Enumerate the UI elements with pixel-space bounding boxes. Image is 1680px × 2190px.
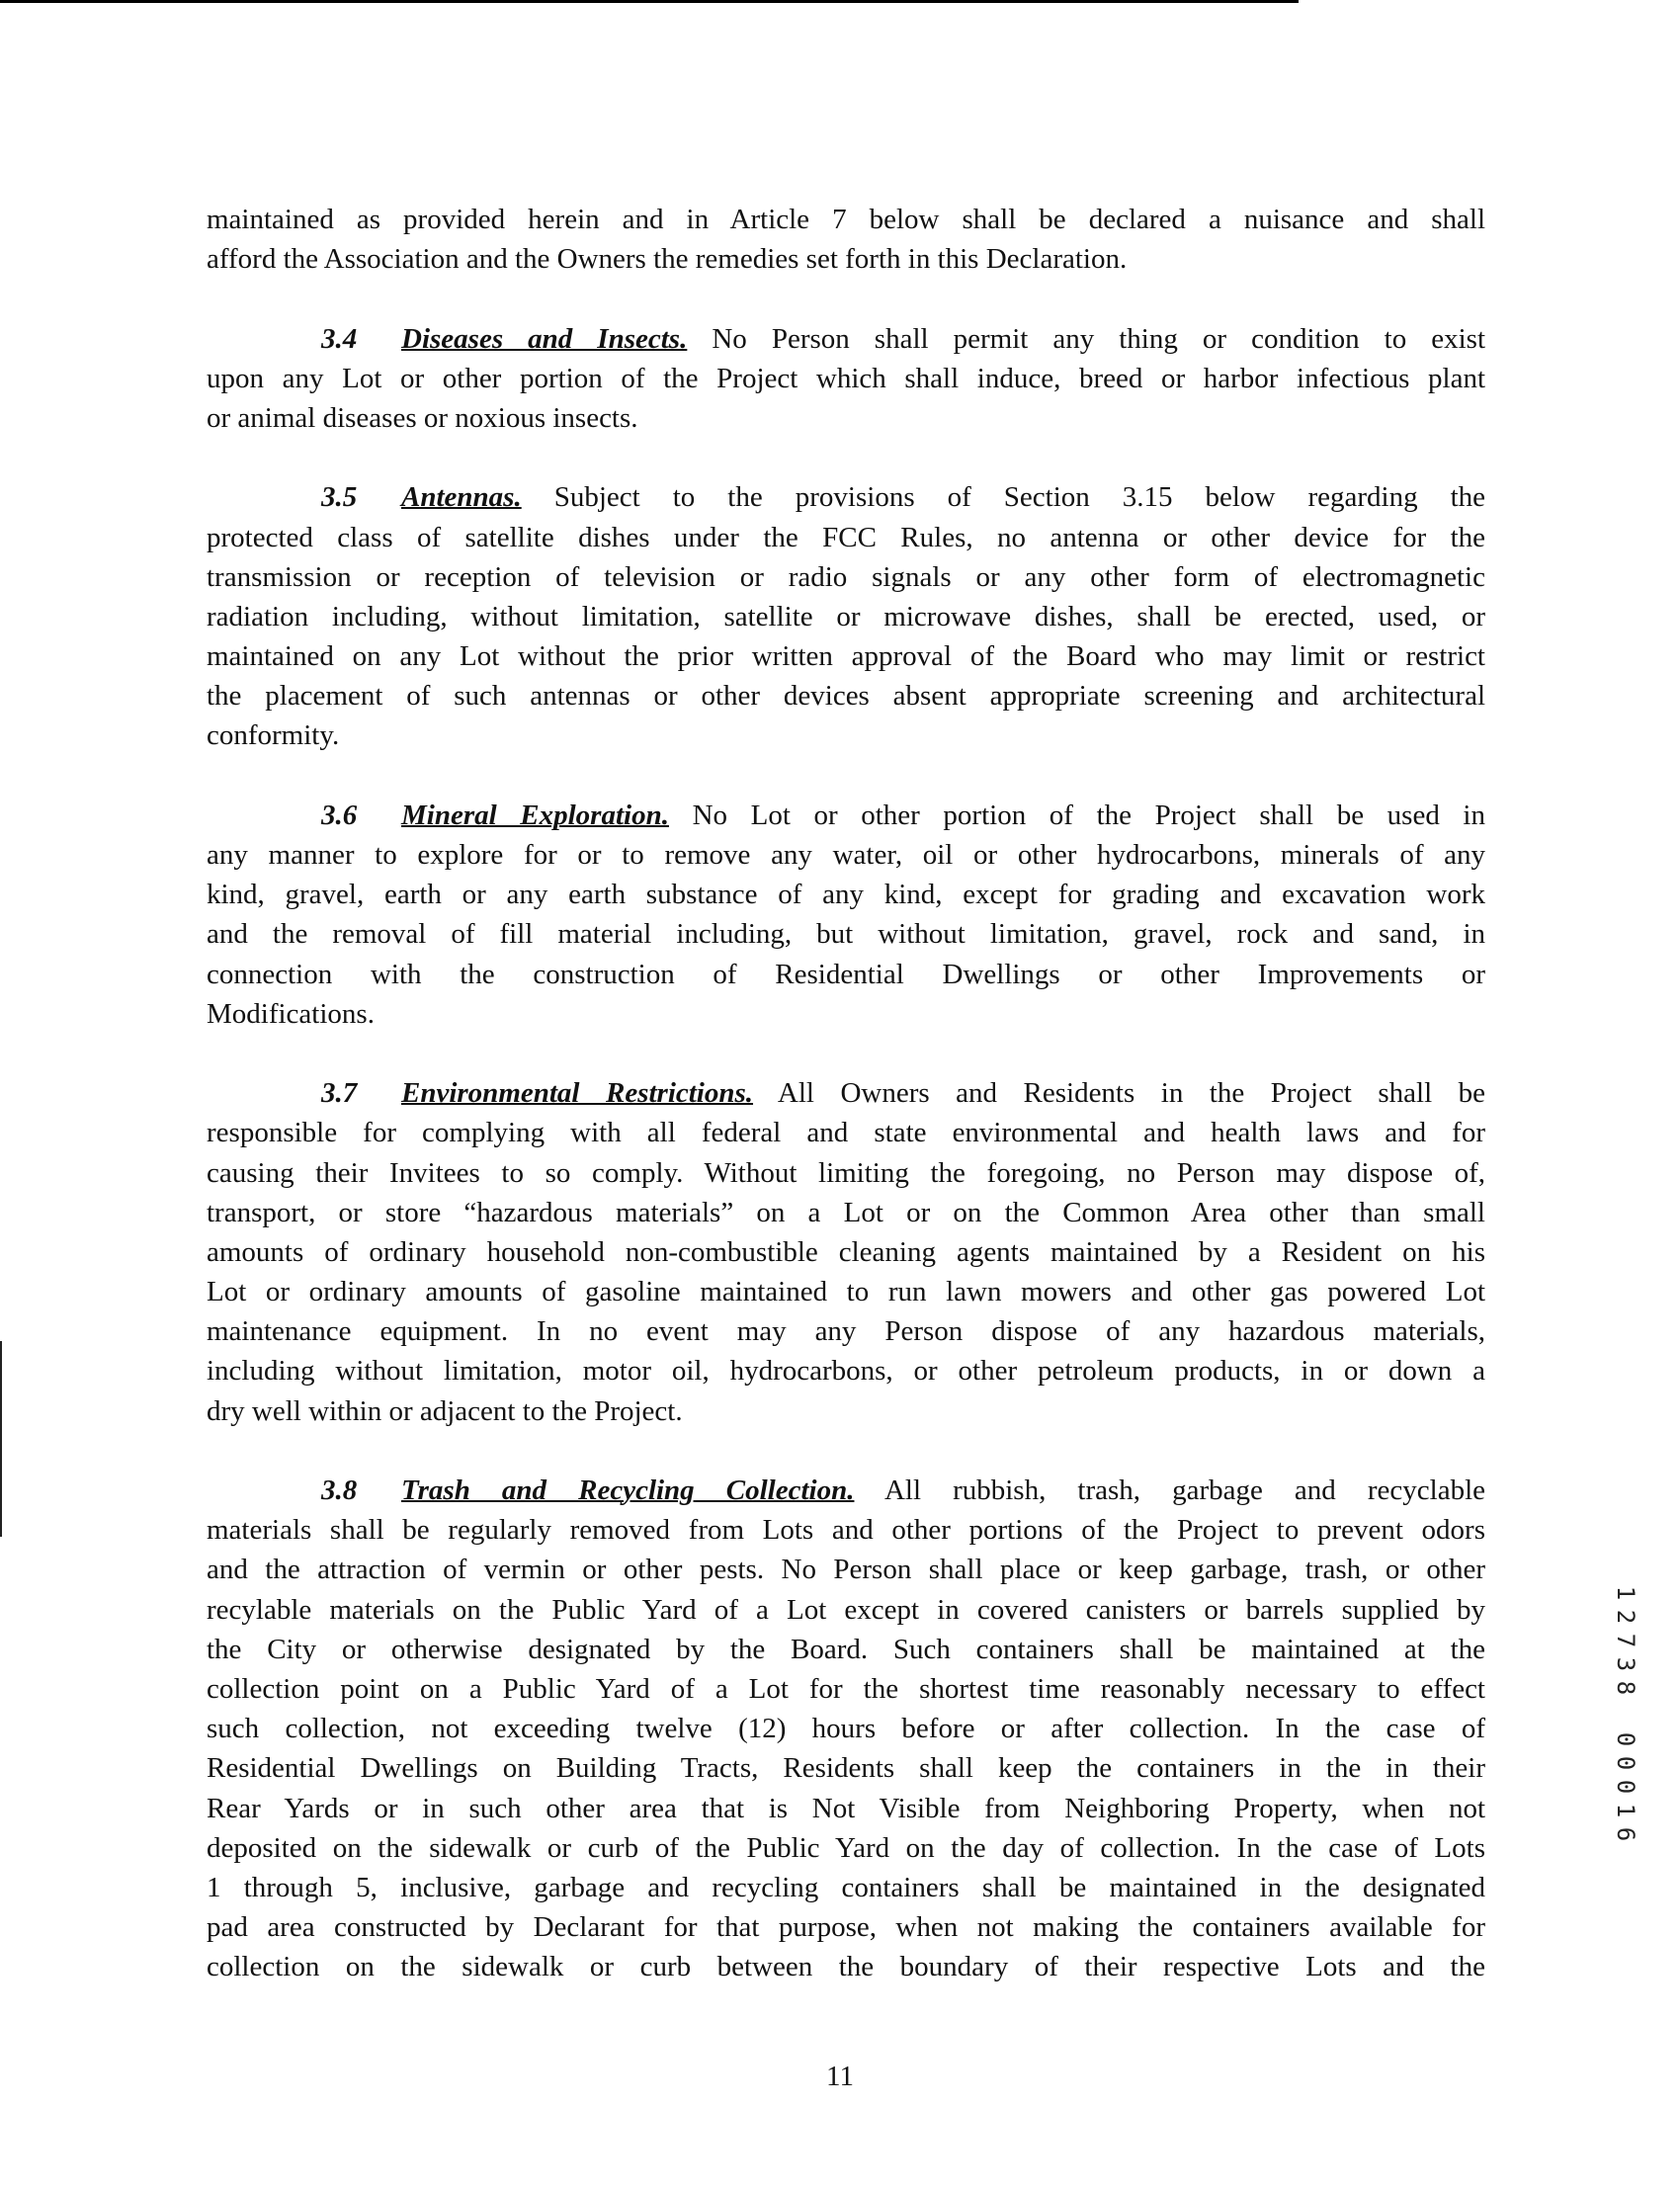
document-stamp-number bbox=[1611, 1581, 1640, 1846]
text-line: protected class of satellite dishes under the FCC Rules, no antenna or other device for the bbox=[207, 521, 1485, 553]
stamp-digit: 0 bbox=[1612, 1731, 1639, 1747]
text-line: Modifications. bbox=[207, 997, 375, 1030]
section-title: Antennas. bbox=[401, 481, 522, 514]
section-title: Environmental Restrictions. bbox=[401, 1077, 754, 1110]
text-line: amounts of ordinary household non-combustible cleaning agents maintained by a Resident on his bbox=[207, 1235, 1485, 1268]
text-line: kind, gravel, earth or any earth substance of any kind, except for grading and excavation work bbox=[207, 879, 1485, 911]
text-line: the placement of such antennas or other devices absent appropriate screening and architectural bbox=[207, 680, 1485, 713]
text-line: such collection, not exceeding twelve (12) hours before or after collection. In the case of bbox=[207, 1713, 1485, 1745]
text-line: radiation including, without limitation, satellite or microwave dishes, shall be erected, used, or bbox=[207, 600, 1485, 632]
text-line: maintained on any Lot without the prior written approval of the Board who may limit or restrict bbox=[207, 640, 1485, 673]
text-line: responsible for complying with all federal and state environmental and health laws and for bbox=[207, 1117, 1485, 1149]
text-line: maintained as provided herein and in Article 7 below shall be declared a nuisance and shall bbox=[207, 204, 1485, 235]
stamp-digit: 0 bbox=[1612, 1779, 1639, 1795]
text-line: dry well within or adjacent to the Project. bbox=[207, 1394, 683, 1427]
text-line: transmission or reception of television or radio signals or any other form of electromagnetic bbox=[207, 560, 1485, 593]
text-line: causing their Invitees to so comply. Without limiting the foregoing, no Person may dispose of, bbox=[207, 1156, 1485, 1189]
stamp-digit: 7 bbox=[1612, 1633, 1639, 1648]
section-3-7 bbox=[207, 1073, 1485, 1431]
text-line bbox=[207, 1073, 1485, 1113]
stamp-digit: 1 bbox=[1612, 1803, 1639, 1818]
stamp-digit: 8 bbox=[1612, 1680, 1639, 1696]
section-text: Subject to the provisions of Section 3.15 below regarding the bbox=[553, 481, 1486, 514]
text-line bbox=[207, 1471, 1485, 1510]
text-line: maintenance equipment. In no event may any Person dispose of any hazardous materials, bbox=[207, 1315, 1485, 1348]
section-text: All Owners and Residents in the Project shall be bbox=[777, 1077, 1485, 1110]
section-number: 3.4 bbox=[321, 322, 358, 355]
text-line: connection with the construction of Residential Dwellings or other Improvements or bbox=[207, 958, 1485, 990]
section-number: 3.5 bbox=[321, 481, 358, 514]
text-line: and the removal of fill material including, but without limitation, gravel, rock and sand, in bbox=[207, 918, 1485, 951]
text-line: or animal diseases or noxious insects. bbox=[207, 401, 638, 434]
stamp-digit: 0 bbox=[1612, 1755, 1639, 1771]
text-line: materials shall be regularly removed from Lots and other portions of the Project to prevent odors bbox=[207, 1514, 1485, 1547]
stamp-digit: 1 bbox=[1612, 1585, 1639, 1601]
text-line: Lot or ordinary amounts of gasoline maintained to run lawn mowers and other gas powered Lot bbox=[207, 1276, 1485, 1308]
text-line: transport, or store “hazardous materials” on a Lot or on the Common Area other than small bbox=[207, 1196, 1485, 1228]
left-scan-mark bbox=[0, 1341, 2, 1537]
section-title: Trash and Recycling Collection. bbox=[401, 1474, 855, 1506]
text-line: including without limitation, motor oil, hydrocarbons, or other petroleum products, in or down a bbox=[207, 1355, 1485, 1388]
text-line: collection point on a Public Yard of a Lot for the shortest time reasonably necessary to effect bbox=[207, 1672, 1485, 1705]
text-line: and the attraction of vermin or other pests. No Person shall place or keep garbage, trash, or other bbox=[207, 1554, 1485, 1586]
page-number: 11 bbox=[826, 2061, 854, 2092]
text-line: pad area constructed by Declarant for that purpose, when not making the containers available for bbox=[207, 1911, 1485, 1944]
stamp-digit: 3 bbox=[1612, 1656, 1639, 1672]
section-text: All rubbish, trash, garbage and recyclable bbox=[883, 1474, 1486, 1506]
stamp-digit: 2 bbox=[1612, 1609, 1639, 1625]
section-3-4 bbox=[207, 319, 1485, 439]
section-text: No Person shall permit any thing or condition to exist bbox=[712, 322, 1486, 355]
text-line: collection on the sidewalk or curb between the boundary of their respective Lots and the bbox=[207, 1951, 1485, 1983]
section-3-6 bbox=[207, 796, 1485, 1034]
text-line: afford the Association and the Owners the remedies set forth in this Declaration. bbox=[207, 243, 1128, 276]
text-line: 1 through 5, inclusive, garbage and recycling containers shall be maintained in the designated bbox=[207, 1871, 1485, 1903]
text-line bbox=[207, 319, 1485, 359]
section-3-5 bbox=[207, 477, 1485, 755]
stamp-digit: 6 bbox=[1612, 1826, 1639, 1842]
text-line bbox=[207, 477, 1485, 517]
section-text: No Lot or other portion of the Project shall be used in bbox=[692, 799, 1485, 831]
section-number: 3.6 bbox=[321, 799, 358, 831]
text-line: any manner to explore for or to remove any water, oil or other hydrocarbons, minerals of any bbox=[207, 839, 1485, 871]
text-line: conformity. bbox=[207, 719, 340, 752]
text-line: upon any Lot or other portion of the Project which shall induce, breed or harbor infectious plant bbox=[207, 362, 1485, 394]
section-number: 3.8 bbox=[321, 1474, 358, 1506]
text-line: recylable materials on the Public Yard of a Lot except in covered canisters or barrels supplied by bbox=[207, 1593, 1485, 1626]
document-body bbox=[207, 200, 1485, 2027]
section-title: Mineral Exploration. bbox=[401, 799, 669, 831]
top-scan-border bbox=[0, 0, 1299, 3]
text-line: Residential Dwellings on Building Tracts, Residents shall keep the containers in the in their bbox=[207, 1752, 1485, 1785]
section-number: 3.7 bbox=[321, 1077, 358, 1110]
section-title: Diseases and Insects. bbox=[401, 322, 688, 355]
text-line bbox=[207, 796, 1485, 835]
text-line: the City or otherwise designated by the Board. Such containers shall be maintained at the bbox=[207, 1633, 1485, 1665]
paragraph-continued bbox=[207, 200, 1485, 279]
text-line: deposited on the sidewalk or curb of the Public Yard on the day of collection. In the case of Lots bbox=[207, 1831, 1485, 1864]
section-3-8 bbox=[207, 1471, 1485, 1986]
text-line: Rear Yards or in such other area that is Not Visible from Neighboring Property, when not bbox=[207, 1792, 1485, 1824]
